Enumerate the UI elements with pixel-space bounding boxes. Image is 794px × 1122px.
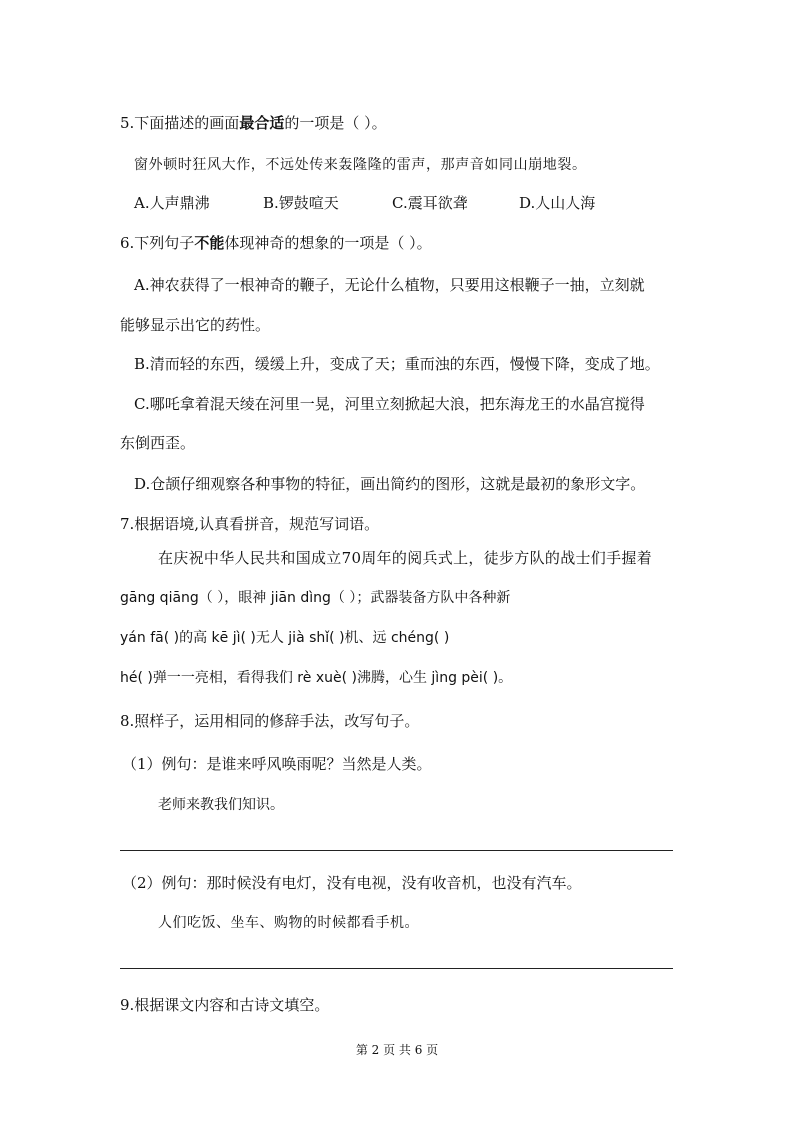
q8-answer-line-2[interactable]: [120, 968, 673, 969]
q5-stem: [120, 113, 387, 133]
q7-pinyin-line4: hé( )弹一一亮相，看得我们 rè xuè( )沸腾，心生 jìng pèi( )。: [120, 670, 513, 686]
q8-task-2: 人们吃饭、坐车、购物的时候都看手机。: [158, 915, 419, 931]
q6-option-a-line1: A.神农获得了一根神奇的鞭子，无论什么植物，只要用这根鞭子一抽，立刻就: [134, 276, 645, 294]
q5-option-c: C.震耳欲聋: [392, 194, 468, 212]
q7-stem: 7.根据语境,认真看拼音，规范写词语。: [120, 515, 380, 533]
q9-stem: 9.根据课文内容和古诗文填空。: [120, 996, 330, 1014]
q6-stem-a: 6.下列句子: [120, 234, 195, 252]
q5-sentence: 窗外顿时狂风大作，不远处传来轰隆隆的雷声，那声音如同山崩地裂。: [134, 157, 587, 173]
q7-context-line1: 在庆祝中华人民共和国成立70周年的阅兵式上，徒步方队的战士们手握着: [158, 549, 652, 567]
q8-example-2: （2）例句：那时候没有电灯，没有电视，没有收音机，也没有汽车。: [122, 874, 582, 892]
q6-stem: [120, 233, 432, 253]
q5-stem-a: 5.下面描述的画面: [120, 114, 240, 132]
q6-option-c-line1: C.哪吒拿着混天绫在河里一晃，河里立刻掀起大浪，把东海龙王的水晶宫搅得: [134, 395, 645, 413]
q6-option-c-line2: 东倒西歪。: [120, 434, 196, 452]
q6-option-d: D.仓颉仔细观察各种事物的特征，画出简约的图形，这就是最初的象形文字。: [134, 475, 646, 493]
q5-stem-b: 的一项是（ ）。: [284, 114, 387, 132]
q8-answer-line-1[interactable]: [120, 850, 673, 851]
q7-pinyin-line2: gāng qiāng（ ），眼神 jiān dìng（ ）；武器装备方队中各种新: [120, 590, 511, 606]
page-number: 第 2 页 共 6 页: [355, 1043, 439, 1057]
q6-option-a-line2: 能够显示出它的药性。: [120, 316, 271, 334]
q6-stem-b: 体现神奇的想象的一项是（ ）。: [224, 234, 432, 252]
q7-pinyin-line3: yán fā( )的高 kē jì( )无人 jià shǐ( )机、远 chéng( ): [120, 630, 450, 646]
q5-option-a: A.人声鼎沸: [134, 194, 210, 212]
q8-example-1: （1）例句：是谁来呼风唤雨呢？当然是人类。: [122, 755, 432, 773]
q5-option-b: B.锣鼓喧天: [263, 194, 339, 212]
q5-stem-bold: 最合适: [239, 114, 285, 132]
q8-stem: 8.照样子，运用相同的修辞手法，改写句子。: [120, 712, 420, 730]
q6-stem-bold: 不能: [194, 234, 225, 252]
q8-task-1: 老师来教我们知识。: [158, 797, 284, 813]
q6-option-b: B.清而轻的东西，缓缓上升，变成了天；重而浊的东西，慢慢下降，变成了地。: [134, 355, 660, 373]
q5-option-d: D.人山人海: [519, 194, 596, 212]
